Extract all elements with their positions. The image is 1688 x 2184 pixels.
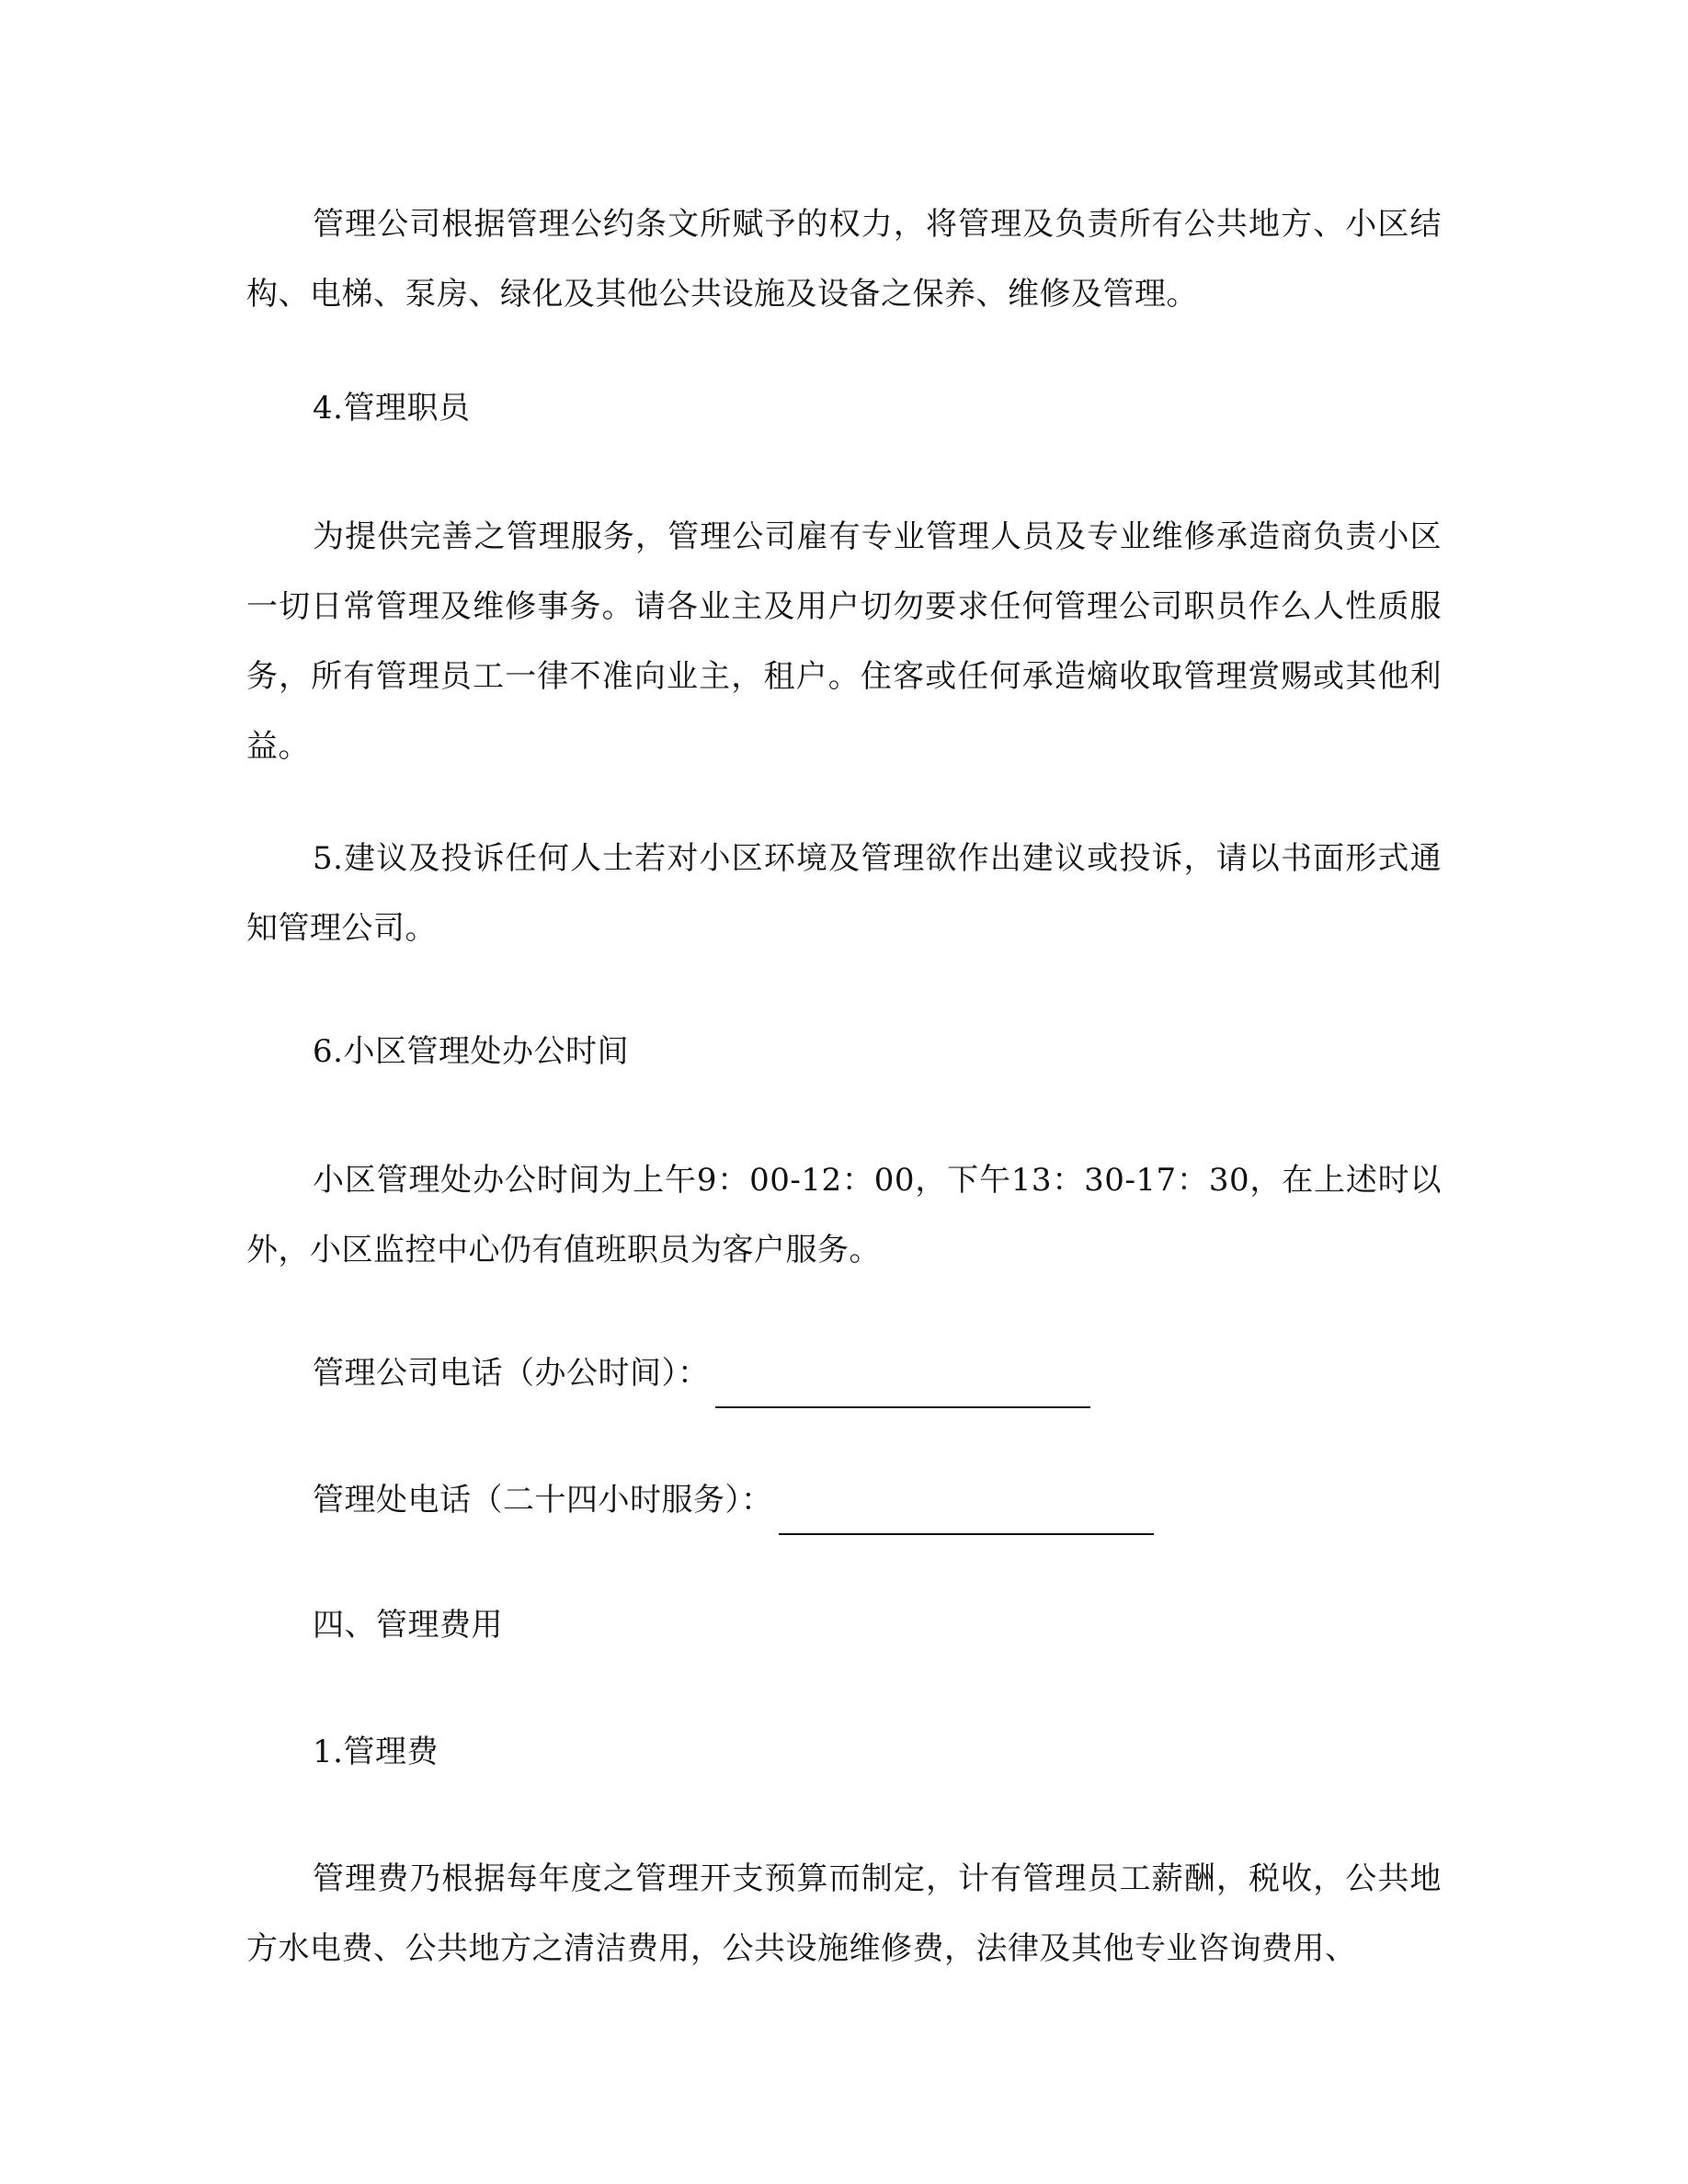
paragraph-staff: 为提供完善之管理服务，管理公司雇有专业管理人员及专业维修承造商负责小区一切日常管理及维修事务。请各业主及用户切勿要求任何管理公司职员作么人性质服务，所有管理员工一律不准向业主，租户。住客或任何承造熵收取管理赏赐或其他利益。 (246, 518, 1442, 765)
phone-company-label: 管理公司电话（办公时间）： (313, 1355, 710, 1392)
phone-company-line (313, 1338, 1090, 1408)
heading-office-hours: 6.小区管理处办公时间 (313, 1033, 629, 1070)
heading-fees-section: 四、管理费用 (313, 1607, 503, 1644)
phone-office-blank[interactable] (779, 1489, 1154, 1535)
phone-office-line (313, 1465, 1154, 1535)
heading-staff: 4.管理职员 (313, 390, 471, 427)
paragraph-office-hours: 小区管理处办公时间为上午9：00-12：00，下午13：30-17：30，在上述时以外，小区监控中心仍有值班职员为客户服务。 (246, 1162, 1442, 1268)
heading-management-fee: 1.管理费 (313, 1734, 439, 1770)
paragraph-suggestions: 5.建议及投诉任何人士若对小区环境及管理欲作出建议或投诉，请以书面形式通知管理公司。 (246, 840, 1442, 947)
paragraph-management-rights: 管理公司根据管理公约条文所赋予的权力，将管理及负责所有公共地方、小区结构、电梯、泵房、绿化及其他公共设施及设备之保养、维修及管理。 (246, 206, 1442, 313)
paragraph-management-fee: 管理费乃根据每年度之管理开支预算而制定，计有管理员工薪酬，税收，公共地方水电费、公共地方之清洁费用，公共设施维修费，法律及其他专业咨询费用、 (246, 1860, 1442, 1967)
phone-company-blank[interactable] (715, 1362, 1090, 1408)
phone-office-label: 管理处电话（二十四小时服务）： (313, 1482, 773, 1519)
